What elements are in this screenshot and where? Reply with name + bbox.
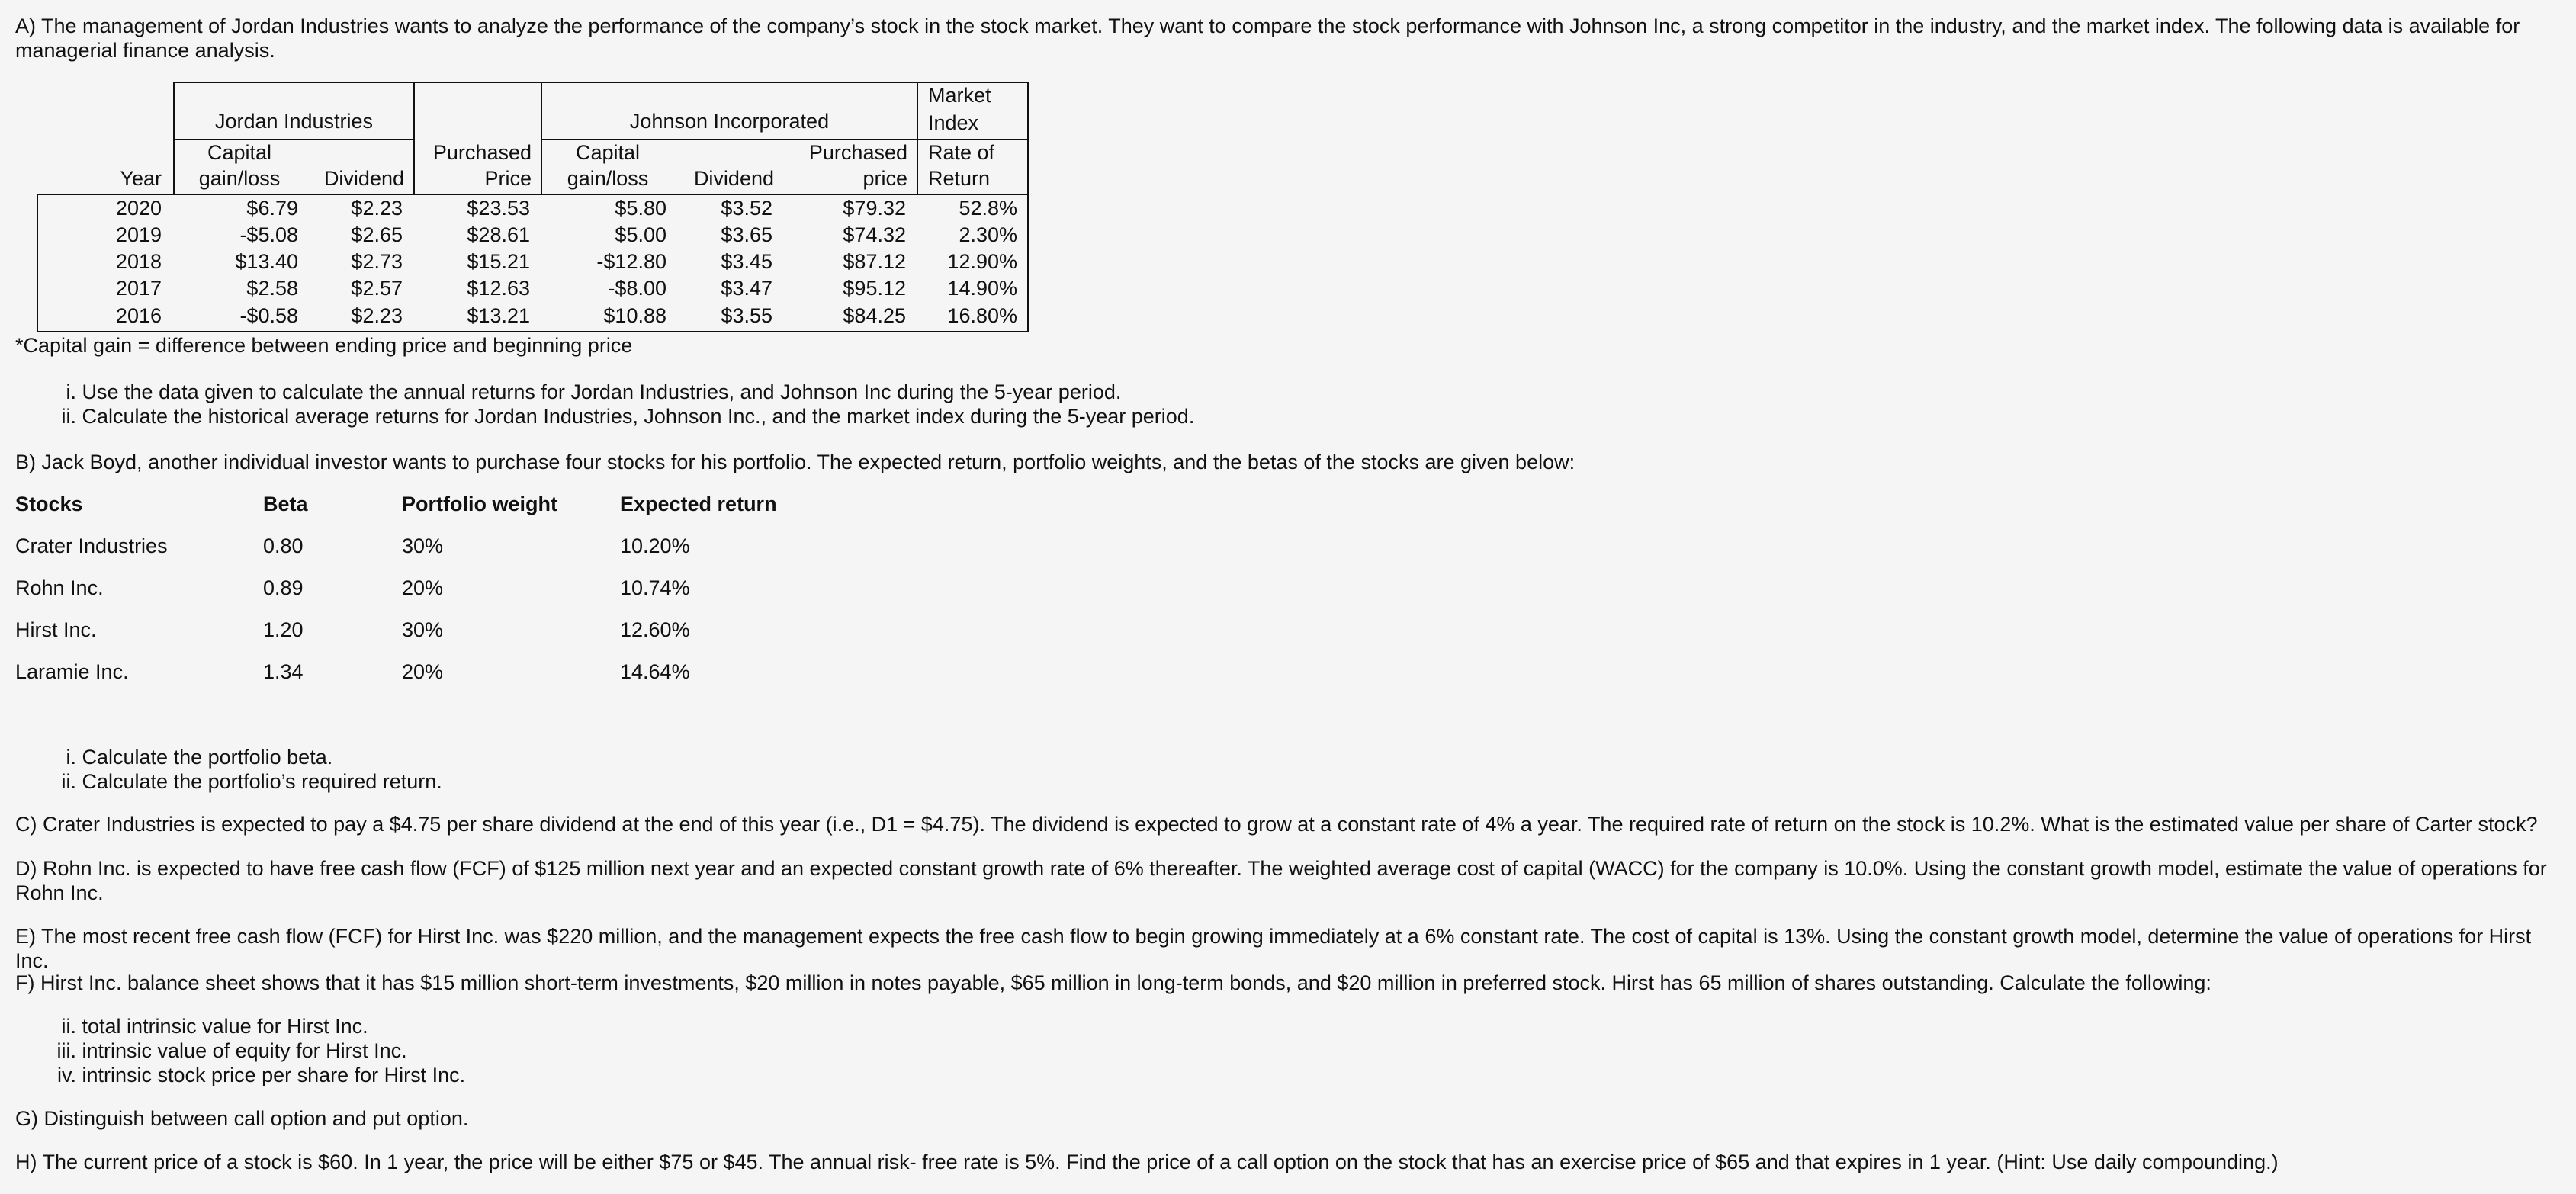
col-header-jordan-dividend: Dividend xyxy=(323,167,404,190)
cell-market-return: 16.80% xyxy=(947,304,1017,327)
cell-johnson-dividend: $3.47 xyxy=(721,277,772,300)
cell-jordan-capital: $6.79 xyxy=(246,197,298,220)
cell-jordan-capital: -$0.58 xyxy=(239,304,298,327)
cell-johnson-capital: $5.00 xyxy=(615,223,666,246)
cell-jordan-capital: $2.58 xyxy=(246,277,298,300)
cell-market-return: 2.30% xyxy=(959,223,1017,246)
cell-jordan-capital: $13.40 xyxy=(235,250,298,273)
capital-gain-footnote: *Capital gain = difference between ending price and beginning price xyxy=(15,334,633,357)
col-header-johnson-dividend: Dividend xyxy=(693,167,774,190)
header-stocks: Stocks xyxy=(15,493,83,515)
cell-johnson-capital: $5.80 xyxy=(615,197,666,220)
cell-stock: Laramie Inc. xyxy=(15,660,129,683)
part-a-intro: A) The management of Jordan Industries wants to analyze the performance of the company’s stock in the stock market. They want to compare the stock performance with Johnson Inc, a strong competitor in the industry, and the market index. The following data is available for managerial finance analysis. xyxy=(15,14,2520,62)
cell-johnson-capital: -$12.80 xyxy=(596,250,666,273)
cell-expected-return: 12.60% xyxy=(620,618,690,641)
col-header-jordan-capital-2: gain/loss xyxy=(198,167,281,190)
cell-expected-return: 14.64% xyxy=(620,660,690,683)
group-header-jordan: Jordan Industries xyxy=(214,110,374,133)
col-header-johnson-capital-2: gain/loss xyxy=(567,167,649,190)
cell-weight: 20% xyxy=(402,576,444,599)
col-header-johnson-purchased-2: price xyxy=(862,167,907,190)
cell-jordan-capital: -$5.08 xyxy=(239,223,298,246)
col-header-johnson-capital-1: Capital xyxy=(575,141,641,164)
cell-beta: 0.80 xyxy=(263,534,304,557)
group-header-market-2: Index xyxy=(928,111,979,134)
part-g: G) Distinguish between call option and put option. xyxy=(15,1107,469,1130)
cell-johnson-dividend: $3.55 xyxy=(721,304,772,327)
cell-johnson-dividend: $3.45 xyxy=(721,250,772,273)
cell-jordan-price: $13.21 xyxy=(467,304,530,327)
cell-expected-return: 10.74% xyxy=(620,576,690,599)
cell-johnson-dividend: $3.52 xyxy=(721,197,772,220)
part-a-questions xyxy=(0,380,1194,428)
col-header-market-2: Return xyxy=(928,167,991,190)
cell-johnson-price: $95.12 xyxy=(843,277,906,300)
part-e: E) The most recent free cash flow (FCF) for Hirst Inc. was $220 million, and the management expects the free cash flow to begin growing immediately at a 6% constant rate. The cost of capital is 13%. Using the constant growth model, determine the value of operations for Hirst Inc. xyxy=(15,925,2532,972)
cell-beta: 1.20 xyxy=(263,618,304,641)
cell-year: 2019 xyxy=(115,223,162,246)
cell-year: 2020 xyxy=(115,197,162,220)
cell-year: 2016 xyxy=(115,304,162,327)
cell-weight: 30% xyxy=(402,618,444,641)
cell-johnson-price: $87.12 xyxy=(843,250,906,273)
cell-stock: Rohn Inc. xyxy=(15,576,104,599)
col-header-year: Year xyxy=(120,167,162,190)
cell-beta: 1.34 xyxy=(263,660,304,683)
header-beta: Beta xyxy=(263,493,308,515)
cell-johnson-dividend: $3.65 xyxy=(721,223,772,246)
cell-jordan-dividend: $2.23 xyxy=(351,304,403,327)
header-expected-return: Expected return xyxy=(620,493,777,515)
cell-jordan-price: $12.63 xyxy=(467,277,530,300)
list-item: ii. Calculate the portfolio’s required return. xyxy=(61,770,442,793)
cell-johnson-price: $79.32 xyxy=(843,197,906,220)
cell-stock: Hirst Inc. xyxy=(15,618,97,641)
part-h: H) The current price of a stock is $60. In 1 year, the price will be either $75 or $45. The annual risk- free rate is 5%. Find the price of a call option on the stock that has an exercise price of $65 and that expires in 1 year. (Hint: Use daily compounding.) xyxy=(15,1151,2279,1173)
cell-market-return: 14.90% xyxy=(947,277,1017,300)
cell-stock: Crater Industries xyxy=(15,534,168,557)
cell-jordan-dividend: $2.73 xyxy=(351,250,403,273)
cell-jordan-price: $15.21 xyxy=(467,250,530,273)
cell-jordan-price: $28.61 xyxy=(467,223,530,246)
part-f-questions xyxy=(0,1014,465,1087)
cell-weight: 30% xyxy=(402,534,444,557)
header-portfolio-weight: Portfolio weight xyxy=(402,493,557,515)
col-header-purchased-1: Purchased xyxy=(432,141,532,164)
cell-expected-return: 10.20% xyxy=(620,534,690,557)
list-item: ii. total intrinsic value for Hirst Inc. xyxy=(61,1015,368,1038)
list-item: iii. intrinsic value of equity for Hirst Inc. xyxy=(56,1039,407,1062)
part-d: D) Rohn Inc. is expected to have free cash flow (FCF) of $125 million next year and an expected constant growth rate of 6% thereafter. The weighted average cost of capital (WACC) for the company is 10.0%. Using the constant growth model, estimate the value of operations for Rohn Inc. xyxy=(15,857,2547,904)
cell-johnson-price: $84.25 xyxy=(843,304,906,327)
part-b-intro: B) Jack Boyd, another individual investor wants to purchase four stocks for his portfolio. The expected return, portfolio weights, and the betas of the stocks are given below: xyxy=(15,451,1575,473)
cell-market-return: 12.90% xyxy=(947,250,1017,273)
cell-jordan-dividend: $2.57 xyxy=(351,277,403,300)
cell-jordan-price: $23.53 xyxy=(467,197,530,220)
cell-market-return: 52.8% xyxy=(959,197,1017,220)
list-item: iv. intrinsic stock price per share for Hirst Inc. xyxy=(57,1064,466,1086)
cell-jordan-dividend: $2.23 xyxy=(351,197,403,220)
col-header-jordan-capital-1: Capital xyxy=(207,141,272,164)
cell-year: 2017 xyxy=(115,277,162,300)
list-item: i. Calculate the portfolio beta. xyxy=(66,746,333,769)
group-header-johnson: Johnson Incorporated xyxy=(629,110,830,133)
cell-johnson-capital: -$8.00 xyxy=(608,277,666,300)
part-f-intro: F) Hirst Inc. balance sheet shows that it has $15 million short-term investments, $20 million in notes payable, $65 million in long-term bonds, and $20 million in preferred stock. Hirst has 65 million of shares outstanding. Calculate the following: xyxy=(15,971,2211,994)
col-header-johnson-purchased-1: Purchased xyxy=(808,141,907,164)
cell-jordan-dividend: $2.65 xyxy=(351,223,403,246)
list-item: ii. Calculate the historical average returns for Jordan Industries, Johnson Inc., and the market index during the 5-year period. xyxy=(61,405,1195,428)
list-item: i. Use the data given to calculate the annual returns for Jordan Industries, and Johnson Inc during the 5-year period. xyxy=(66,380,1122,403)
cell-johnson-capital: $10.88 xyxy=(603,304,666,327)
cell-beta: 0.89 xyxy=(263,576,304,599)
cell-johnson-price: $74.32 xyxy=(843,223,906,246)
group-header-market-1: Market xyxy=(928,84,991,107)
part-b-questions xyxy=(0,745,442,794)
cell-weight: 20% xyxy=(402,660,444,683)
cell-year: 2018 xyxy=(115,250,162,273)
col-header-purchased-2: Price xyxy=(484,167,532,190)
col-header-market-1: Rate of xyxy=(928,141,995,164)
part-c: C) Crater Industries is expected to pay a $4.75 per share dividend at the end of this year (i.e., D1 = $4.75). The dividend is expected to grow at a constant rate of 4% a year. The required rate of return on the stock is 10.2%. What is the estimated value per share of Carter stock? xyxy=(15,813,2538,836)
